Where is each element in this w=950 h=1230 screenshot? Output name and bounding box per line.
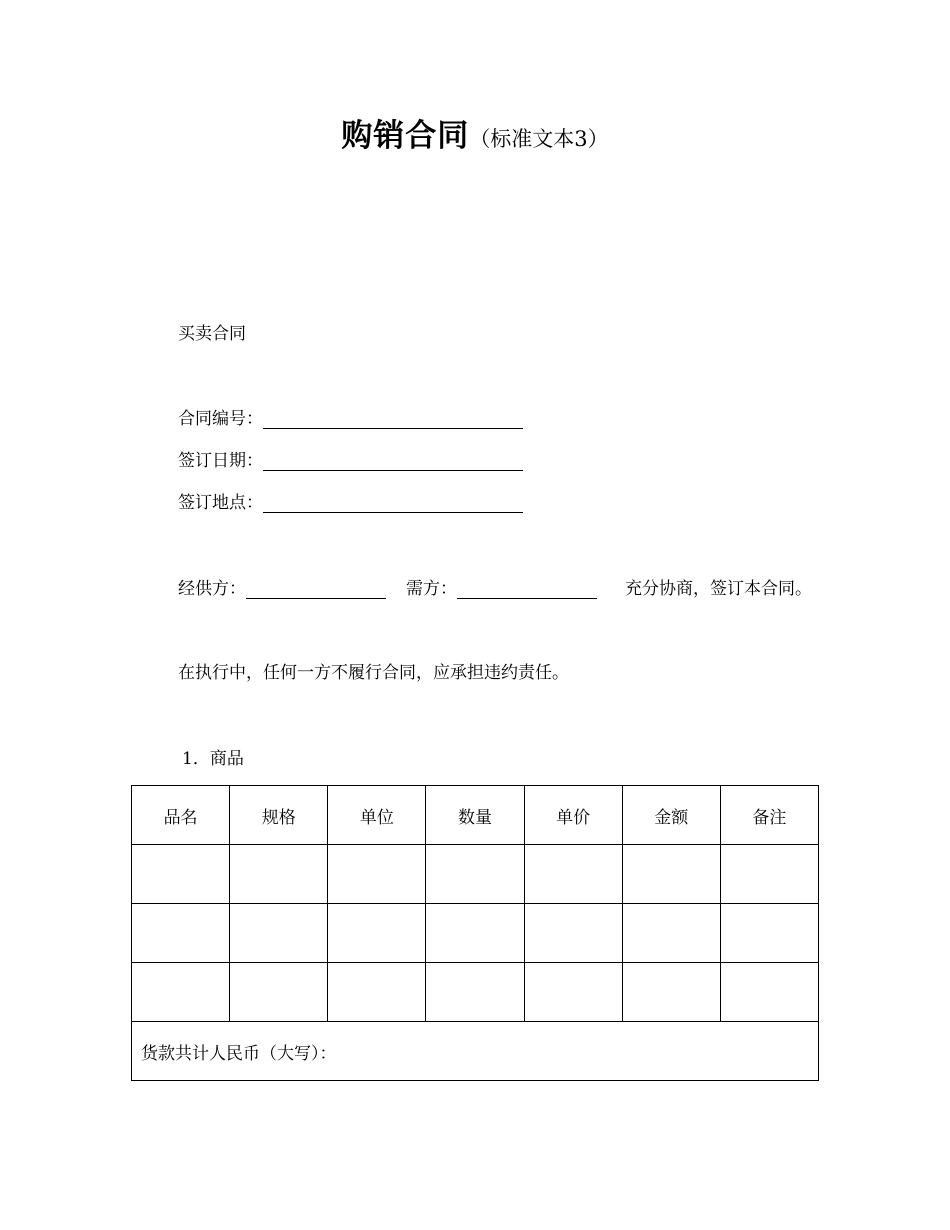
table-cell[interactable] (230, 845, 328, 904)
table-cell[interactable] (132, 904, 230, 963)
goods-table (131, 785, 819, 1081)
table-cell[interactable] (524, 845, 622, 904)
table-cell[interactable] (132, 963, 230, 1022)
document-title (0, 110, 950, 155)
table-cell[interactable] (622, 845, 720, 904)
header-amount: 金额 (622, 786, 720, 845)
supplier-input[interactable] (246, 580, 386, 599)
title-subtitle: （标准文本3） (469, 127, 609, 151)
header-product-name: 品名 (132, 786, 230, 845)
supplier-label: 经供方： (178, 579, 246, 599)
table-cell[interactable] (426, 904, 524, 963)
table-cell[interactable] (230, 963, 328, 1022)
field-sign-place (178, 488, 523, 513)
buyer-label: 需方： (406, 579, 457, 599)
parties-line (178, 574, 812, 599)
table-header-row (132, 786, 819, 845)
total-amount-label: 货款共计人民币（大写）： (132, 1022, 819, 1081)
table-total-row (132, 1022, 819, 1081)
table-cell[interactable] (328, 963, 426, 1022)
table-cell[interactable] (524, 904, 622, 963)
header-unit-price: 单价 (524, 786, 622, 845)
table-cell[interactable] (720, 963, 818, 1022)
contract-type-label: 买卖合同 (178, 324, 246, 344)
table-row (132, 963, 819, 1022)
table-cell[interactable] (230, 904, 328, 963)
table-cell[interactable] (426, 963, 524, 1022)
header-unit: 单位 (328, 786, 426, 845)
liability-clause: 在执行中，任何一方不履行合同，应承担违约责任。 (178, 663, 569, 683)
header-remarks: 备注 (720, 786, 818, 845)
sign-place-input[interactable] (263, 494, 523, 513)
table-cell[interactable] (622, 904, 720, 963)
field-contract-number (178, 404, 523, 429)
field-label: 合同编号： (178, 409, 263, 429)
table-cell[interactable] (132, 845, 230, 904)
table-cell[interactable] (720, 845, 818, 904)
buyer-input[interactable] (457, 580, 597, 599)
section-goods-heading: 1．商品 (182, 749, 244, 769)
table-row (132, 904, 819, 963)
header-quantity: 数量 (426, 786, 524, 845)
title-main: 购销合同 (341, 118, 470, 154)
header-spec: 规格 (230, 786, 328, 845)
field-label: 签订日期： (178, 451, 263, 471)
table-cell[interactable] (426, 845, 524, 904)
field-sign-date (178, 446, 523, 471)
table-cell[interactable] (524, 963, 622, 1022)
table-cell[interactable] (720, 904, 818, 963)
parties-suffix: 充分协商，签订本合同。 (625, 579, 812, 599)
table-cell[interactable] (328, 904, 426, 963)
contract-number-input[interactable] (263, 410, 523, 429)
table-row (132, 845, 819, 904)
table-cell[interactable] (328, 845, 426, 904)
table-cell[interactable] (622, 963, 720, 1022)
sign-date-input[interactable] (263, 452, 523, 471)
field-label: 签订地点： (178, 493, 263, 513)
